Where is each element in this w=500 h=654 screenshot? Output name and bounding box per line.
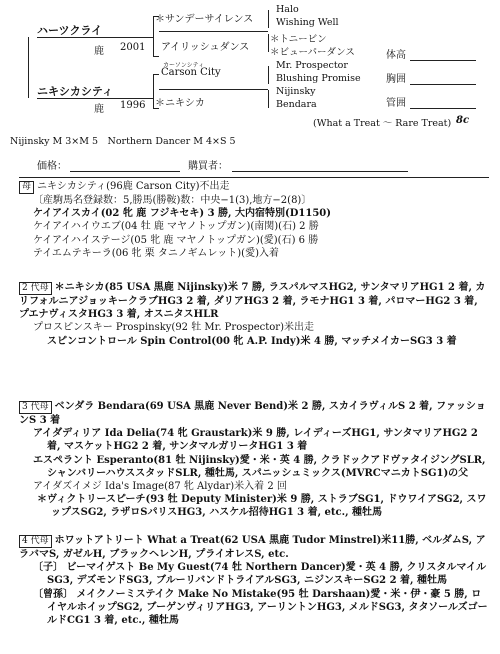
g3-tag: 3 代母 (19, 401, 52, 414)
g2-tag: 2 代母 (19, 282, 52, 295)
g4-tag: 4 代母 (19, 535, 52, 548)
g3-3: ＊トニービン (270, 34, 327, 45)
g2-line-2: プロスピンスキー Prospinsky(92 牡 Mr. Prospector)米出走 (33, 322, 314, 334)
inbreeding-cross: Nijinsky M 3×M 5 Northern Dancer M 4×S 5 (10, 136, 236, 147)
dam-section (19, 180, 489, 260)
buyer-field[interactable] (232, 171, 408, 172)
sire-dam: アイリッシュダンス (161, 42, 250, 53)
g3-4: ＊ビューパーダンス (270, 47, 355, 58)
dam-line-3: ケイアイスカイ(02 牝 鹿 フジキセキ) 3 勝, 大内宿特別(D1150) (33, 208, 331, 220)
g3-line-4: アイダズイメジ Ida's Image(87 牝 Alydar)米入着 2 回 (33, 481, 287, 493)
dam-sire: Carson City (161, 67, 221, 78)
third-dam-section (19, 400, 489, 520)
sire-year: 2001 (120, 42, 146, 53)
g2-line-3: スピンコントロール Spin Control(00 牝 A.P. Indy)米 4 勝, マッチメイカーSG3 3 着 (47, 335, 457, 347)
g4-line-3: 〔曾孫〕 メイクノーミステイク Make No Mistake(95 牡 Darshaan)愛・米・伊・豪 5 勝, ロイヤルホイップSG2, ブーゲンヴィリアHG3, アーリントンHG3, メルドSG3, タタソールズゴールドCG1 3 着, etc., 種牡馬 (33, 588, 488, 627)
price-field[interactable] (70, 171, 180, 172)
price-label: 価格： (37, 161, 67, 172)
dam-dam: ＊ニキシカ (155, 98, 205, 109)
cannon-label: 管囲 (386, 98, 406, 109)
family-line: (What a Treat ～ Rare Treat) (313, 118, 452, 129)
g4-line-1: ホワットアトリート What a Treat(62 USA 黒鹿 Tudor Minstrel)米11勝, ベルダムS, アラバマS, ガゼルH, ブラックヘレンH, プライオレスS, etc. (19, 535, 486, 560)
sire-name: ハーツクライ (37, 24, 103, 37)
dam-line-5: ケイアイハイステージ(05 牝 鹿 マヤノトップガン)(愛)(石) 6 勝 (33, 234, 319, 246)
dam-sire-ruby: カーソンシティ (163, 62, 205, 69)
g3-7: Nijinsky (276, 86, 316, 97)
dam-line-2: 〔産駒馬名登録数：5,勝馬(勝鞍)数：中央−1(3),地方−2(8)〕 (33, 195, 312, 206)
g3-1: Halo (276, 4, 299, 15)
dam-tag: 母 (19, 181, 34, 194)
g3-line-1: ベンダラ Bendara(69 USA 黒鹿 Never Bend)米 2 勝, スカイラヴィルS 2 着, ファッションS 3 着 (19, 401, 486, 426)
dam-line-4: ケイアイハイウエブ(04 牡 鹿 マヤノトップガン)(南関)(石) 2 勝 (33, 221, 319, 233)
g3-2: Wishing Well (276, 17, 339, 28)
g3-5: Mr. Prospector (276, 60, 348, 71)
family-number: 8c (456, 115, 470, 126)
dam-name: ニキシカシティ (37, 85, 114, 98)
dam-line-6: テイエムテキーラ(06 牝 栗 タニノギムレット)(愛)入着 (33, 247, 279, 259)
g3-line-3: エスペラント Esperanto(81 牡 Nijinsky)愛・米・英 4 勝, クラドックアドヴァタイジングSLR, シャンバリーハウススタッドSLR, 種牡馬, スパニッシュミックス(MVRCマニカトSG1)の父 (33, 454, 486, 479)
dam-line-1: ニキシカシティ(96鹿 Carson City)不出走 (37, 181, 230, 192)
dam-color: 鹿 (94, 104, 104, 115)
g3-line-2: アイダディリア Ida Delia(74 牝 Graustark)米 9 勝, レイディーズHG1, サンタマリアHG2 2 着, マスケットHG2 2 着, サンタマルガリータHG1 3 着 (33, 428, 478, 453)
girth-field[interactable] (410, 84, 476, 85)
sire-sire: ＊サンデーサイレンス (155, 14, 254, 25)
g3-6: Blushing Promise (276, 73, 361, 84)
g3-line-5: ＊ヴィクトリースピーチ(93 牡 Deputy Minister)米 9 勝, ストラブSG1, ドウワイアSG2, スワップスSG2, ラザロSパリスHG3, ハスケル招待HG1 3 着, etc., 種牡馬 (37, 494, 487, 519)
g4-line-2: 〔子〕 ビーマイゲスト Be My Guest(74 牡 Northern Dancer)愛・英 4 勝, クリスタルマイルSG3, デズモンドSG3, ブルーリバンドトライアルSG3, ニジンスキーSG2 2 着, 種牡馬 (33, 562, 487, 587)
g3-8: Bendara (276, 99, 317, 110)
g2-line-1: ＊ニキシカ(85 USA 黒鹿 Nijinsky)米 7 勝, ラスパルマスHG2, サンタマリアHG1 2 着, カリフォルニアジョッキークラブHG3 2 着, ダリアHG3 2 着, ラモナHG1 3 着, パロマーHG2 3 着, プエナヴィスタHG3 3 着, オスニタスHLR (19, 282, 486, 321)
girth-label: 胸囲 (386, 74, 406, 85)
buyer-label: 購買者： (188, 161, 228, 172)
height-field[interactable] (410, 60, 476, 61)
sire-color: 鹿 (94, 46, 104, 57)
cannon-field[interactable] (410, 108, 476, 109)
height-label: 体高 (386, 50, 406, 61)
second-dam-section (19, 281, 489, 348)
fourth-dam-section (19, 534, 489, 627)
dam-year: 1996 (120, 100, 146, 111)
